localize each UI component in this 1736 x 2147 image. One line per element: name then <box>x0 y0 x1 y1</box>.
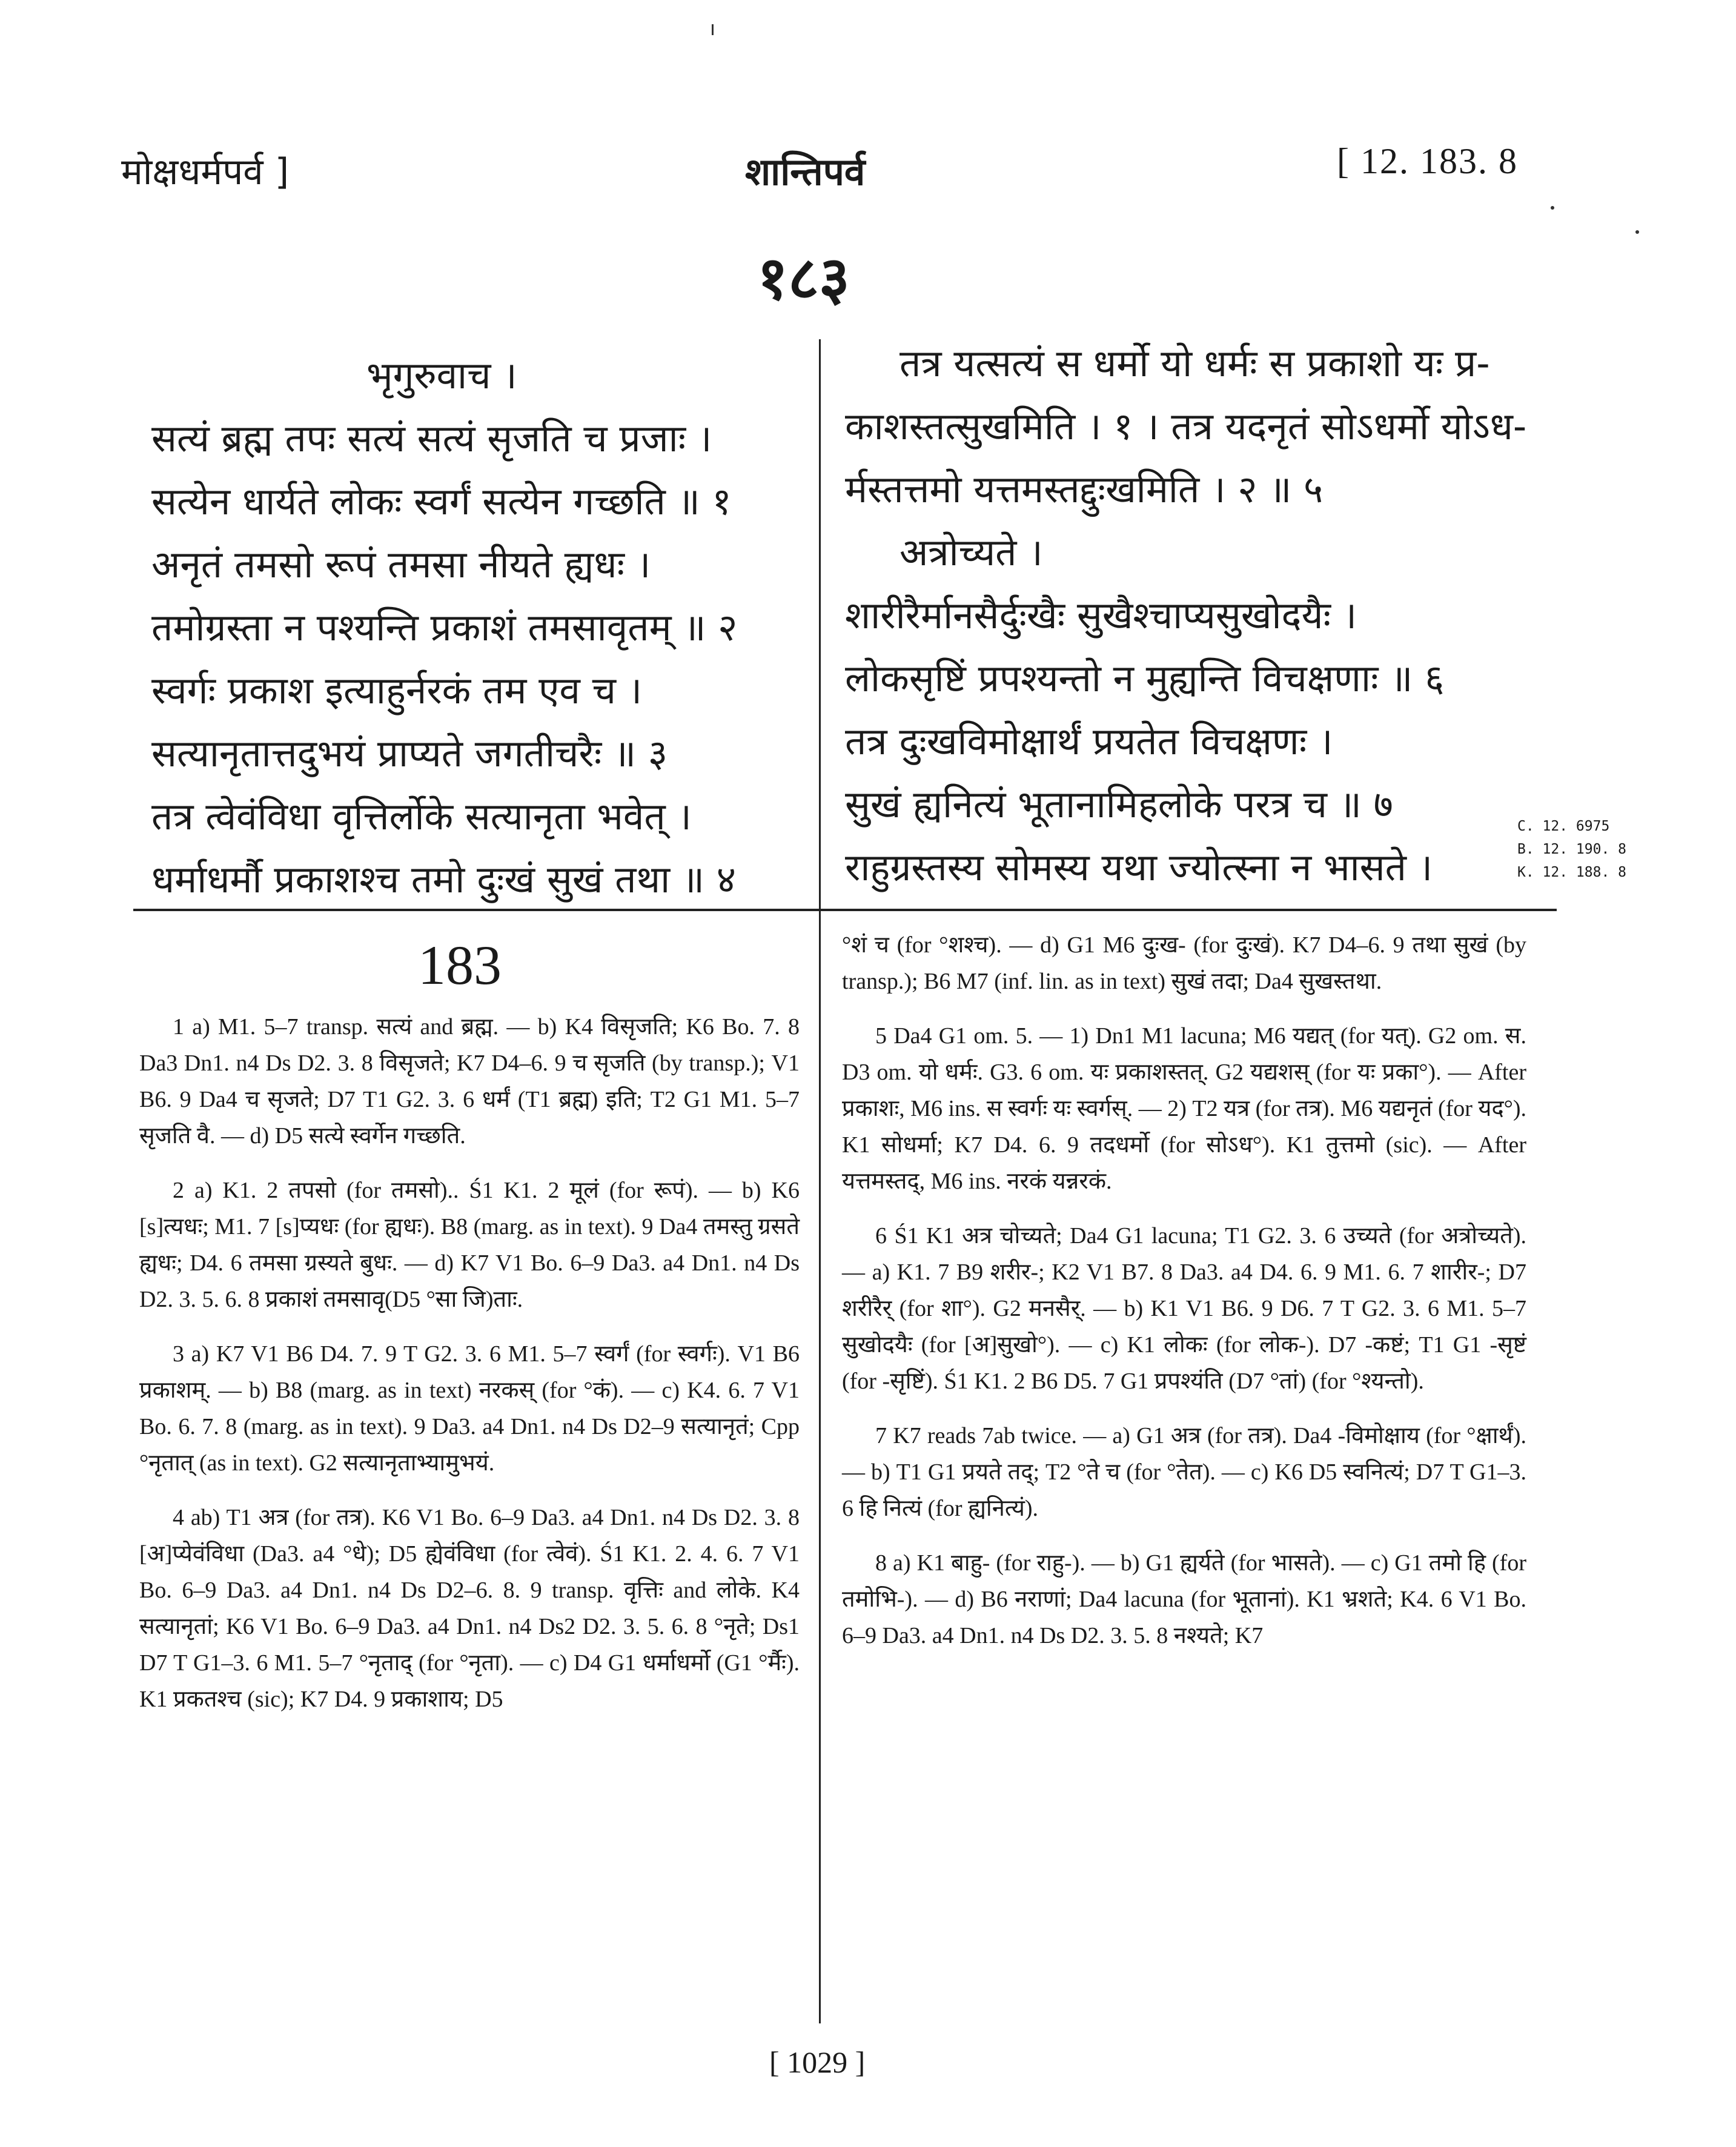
verse-line: तत्र त्वेवंविधा वृत्तिर्लोके सत्यानृता भवेत् । <box>151 794 692 838</box>
speaker-line: अत्रोच्यते । <box>899 530 1043 574</box>
book-title: शान्तिपर्व <box>745 150 866 194</box>
verses-left-column <box>151 344 737 911</box>
verse-line: सुखं ह्यनित्यं भूतानामिहलोके परत्र च ॥ ७ <box>845 782 1393 826</box>
page-number: [ 1029 ] <box>769 2045 866 2079</box>
concordance-ref: K. 12. 188. 8 <box>1517 864 1627 880</box>
scan-speck <box>1635 230 1639 234</box>
verse-line: तत्र यत्सत्यं स धर्मो यो धर्मः स प्रकाशो यः प्र- <box>899 341 1490 385</box>
apparatus-note: 6 Ś1 K1 अत्र चोच्यते; Da4 G1 lacuna; T1 G2. 3. 6 उच्यते (for अत्रोच्यते). — a) K1. 7 B9 शरीर-; K2 V1 B7. 8 Da3. a4 D4. 6. 9 M1. 6. 7 शारीर-; D7 शरीरैर् (for शा°). G2 मनसैर्. — b) K1 V1 B6. 9 D6. 7 T G2. 3. 6 M1. 5–7 सुखोदयैः (for [अ]सुखो°). — c) K1 लोकः (for लोक-). D7 -कष्टं; T1 G1 -सृष्टं (for -सृष्टिं). Ś1 K1. 2 B6 D5. 7 G1 प्रपश्यंति (D7 °तां) (for °श्यन्तो). <box>842 1223 1526 1394</box>
verse-line: राहुग्रस्तस्य सोमस्य यथा ज्योत्स्ना न भासते । <box>845 845 1433 889</box>
notes-column-divider <box>819 909 821 2023</box>
notes-left-column <box>139 1009 800 1736</box>
notes-right-column <box>842 927 1526 1672</box>
apparatus-note: 3 a) K7 V1 B6 D4. 7. 9 T G2. 3. 6 M1. 5–7 स्वर्गं (for स्वर्गः). V1 B6 प्रकाशम्. — b) B8 (marg. as in text) नरकस् (for °कं). — c) K4. 6. 7 V1 Bo. 6. 7. 8 (marg. as in text). 9 Da3. a4 Dn1. n4 Ds D2–9 सत्यानृतं; Cpp °नृतात् (as in text). G2 सत्यानृताभ्यामुभयं. <box>139 1341 800 1476</box>
apparatus-note: °शं च (for °शश्च). — d) G1 M6 दुःख- (for दुःखं). K7 D4–6. 9 तथा सुखं (by transp.); B6 M7 (inf. lin. as in text) सुखं तदा; Da4 सुखस्तथा. <box>842 932 1526 994</box>
verse-line: तमोग्रस्ता न पश्यन्ति प्रकाशं तमसावृतम् ॥ २ <box>151 605 738 649</box>
verse-line: तत्र दुःखविमोक्षार्थं प्रयतेत विचक्षणः । <box>845 719 1333 763</box>
verse-line: काशस्तत्सुखमिति । १ । तत्र यदनृतं सोऽधर्मो योऽध- <box>845 404 1527 448</box>
apparatus-note: 5 Da4 G1 om. 5. — 1) Dn1 M1 lacuna; M6 यद्यत् (for यत्). G2 om. स. D3 om. यो धर्मः. G3. 6 om. यः प्रकाशस्तत्. G2 यद्यशस् (for यः प्रका°). — After प्रकाशः, M6 ins. स स्वर्गः यः स्वर्गस्. — 2) T2 यत्र (for तत्र). M6 यद्यनृतं (for यद°). K1 सोधर्मा; K7 D4. 6. 9 तदधर्मो (for सोऽध°). K1 तुत्तमो (sic). — After यत्तमस्तद्, M6 ins. नरकं यन्नरकं. <box>842 1023 1526 1194</box>
verse-line: लोकसृष्टिं प्रपश्यन्तो न मुह्यन्ति विचक्षणाः ॥ ६ <box>845 656 1445 700</box>
verse-line: शारीरैर्मानसैर्दुःखैः सुखैश्चाप्यसुखोदयैः । <box>845 593 1357 637</box>
verse-line: धर्माधर्मौ प्रकाशश्च तमो दुःखं सुखं तथा ॥ ४ <box>151 857 736 901</box>
verse-line: र्मस्तत्तमो यत्तमस्तद्दुःखमिति । २ ॥ ५ <box>845 467 1324 511</box>
chapter-number-devanagari: १८३ <box>757 244 850 313</box>
concordance-ref: C. 12. 6975 <box>1517 818 1610 834</box>
verse-reference: [ 12. 183. 8 <box>1337 141 1518 181</box>
apparatus-note: 2 a) K1. 2 तपसो (for तमसो).. Ś1 K1. 2 मूलं (for रूपं). — b) K6 [s]त्यधः; M1. 7 [s]प्यधः (for ह्यधः). B8 (marg. as in text). 9 Da4 तमस्तु ग्रसते ह्यधः; D4. 6 तमसा ग्रस्यते बुधः. — d) K7 V1 Bo. 6–9 Da3. a4 Dn1. n4 Ds D2. 3. 5. 6. 8 प्रकाशं तमसावृ(D5 °सा जि)ताः. <box>139 1178 800 1312</box>
apparatus-note: 7 K7 reads 7ab twice. — a) G1 अत्र (for तत्र). Da4 -विमोक्षाय (for °क्षार्थं). — b) T1 G1 प्रयते तद्; T2 °ते च (for °तेत). — c) K6 D5 स्वनित्यं; D7 T G1–3. 6 हि नित्यं (for ह्यनित्यं). <box>842 1423 1526 1521</box>
scan-mark <box>712 24 714 35</box>
scan-speck <box>1551 206 1554 210</box>
section-title-left: मोक्षधर्मपर्व ] <box>121 151 290 193</box>
verse-line: अनृतं तमसो रूपं तमसा नीयते ह्यधः । <box>151 542 651 586</box>
concordance-ref: B. 12. 190. 8 <box>1517 841 1627 857</box>
apparatus-note: 4 ab) T1 अत्र (for तत्र). K6 V1 Bo. 6–9 Da3. a4 Dn1. n4 Ds D2. 3. 8 [अ]प्येवंविधा (Da3. a4 °धे); D5 ह्येवंविधा (for त्वेवं). Ś1 K1. 2. 4. 6. 7 V1 Bo. 6–9 Da3. a4 Dn1. n4 Ds D2–6. 8. 9 transp. वृत्तिः and लोके. K4 सत्यानृतां; K6 V1 Bo. 6–9 Da3. a4 Dn1. n4 Ds2 D2. 3. 5. 6. 8 °नृते; Ds1 D7 T G1–3. 6 M1. 5–7 °नृताद् (for °नृता). — c) D4 G1 धर्माधर्मो (G1 °र्मैः). K1 प्रकतश्च (sic); K7 D4. 9 प्रकाशाय; D5 <box>139 1505 800 1712</box>
concordance-references <box>1517 815 1626 884</box>
apparatus-note: 1 a) M1. 5–7 transp. सत्यं and ब्रह्म. — b) K4 विसृजति; K6 Bo. 7. 8 Da3 Dn1. n4 Ds D2. 3. 8 विसृजते; K7 D4–6. 9 च सृजति (by transp.); V1 B6. 9 Da4 च सृजते; D7 T1 G2. 3. 6 धर्मं (T1 ब्रह्म) इति; T2 G1 M1. 5–7 सृजति वै. — d) D5 सत्ये स्वर्गेन गच्छति. <box>139 1014 800 1149</box>
section-rule <box>133 909 1557 911</box>
chapter-number: 183 <box>418 934 502 996</box>
verse-line: सत्यानृतात्तदुभयं प्राप्यते जगतीचरैः ॥ ३ <box>151 731 668 775</box>
apparatus-note: 8 a) K1 बाहु- (for राहु-). — b) G1 ह्यर्यते (for भासते). — c) G1 तमो हि (for तमोभि-). — d) B6 नराणां; Da4 lacuna (for भूतानां). K1 भ्रशते; K4. 6 V1 Bo. 6–9 Da3. a4 Dn1. n4 Ds D2. 3. 5. 8 नश्यते; K7 <box>842 1550 1526 1648</box>
verse-line: स्वर्गः प्रकाश इत्याहुर्नरकं तम एव च । <box>151 668 643 712</box>
verse-line: सत्येन धार्यते लोकः स्वर्गं सत्येन गच्छति ॥ १ <box>151 479 732 523</box>
column-divider <box>819 339 821 909</box>
speaker-line: भृगुरुवाच । <box>366 353 517 397</box>
verses-right-column <box>845 332 1526 899</box>
verse-line: सत्यं ब्रह्म तपः सत्यं सत्यं सृजति च प्रजाः । <box>151 416 712 460</box>
